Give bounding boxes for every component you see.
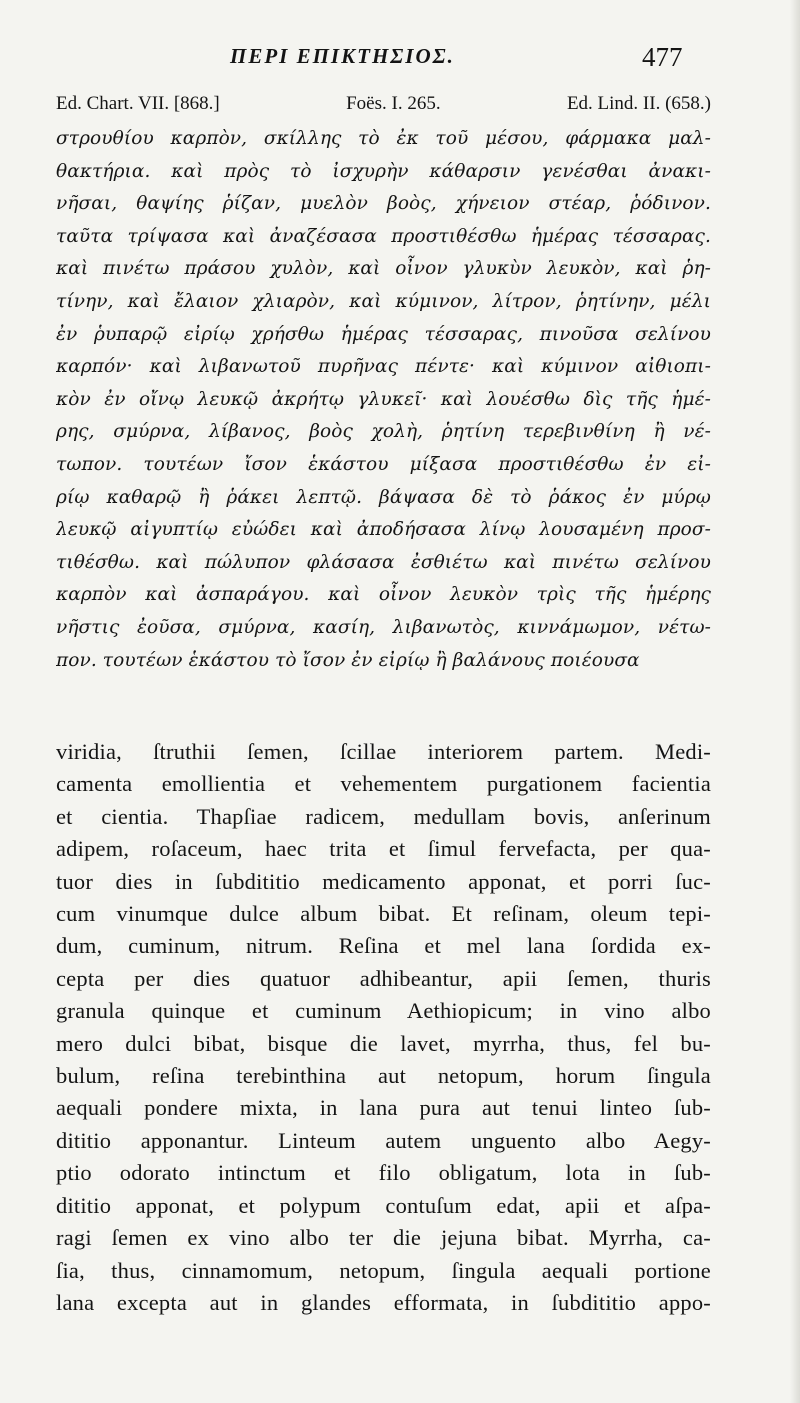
greek-line: λευκῷ αἰγυπτίῳ εὐώδει καὶ ἀποδήσασα λίνῳ λουσαμένη προσ- [56, 519, 711, 541]
latin-line: bulum, reſina terebinthina aut netopum, horum ſingula [56, 1063, 711, 1089]
greek-line: ἐν ῥυπαρῷ εἰρίῳ χρήσθω ἡμέρας τέσσαρας, πινοῦσα σελίνου [56, 323, 711, 345]
latin-line: ſia, thus, cinnamomum, netopum, ſingula aequali portione [56, 1257, 711, 1283]
greek-line: ρίῳ καθαρῷ ἢ ῥάκει λεπτῷ. βάψασα δὲ τὸ ῥάκος ἐν μύρῳ [56, 486, 711, 508]
latin-line: camenta emollientia et vehementem purgationem facientia [56, 771, 711, 797]
latin-line: dum, cuminum, nitrum. Reſina et mel lana ſordida ex- [56, 933, 711, 959]
latin-line: dititio apponantur. Linteum autem unguento albo Aegy- [56, 1127, 711, 1153]
greek-line: νῆστις ἐοῦσα, σμύρνα, κασίη, λιβανωτὸς, κιννάμωμον, νέτω- [56, 616, 711, 638]
greek-line: ρης, σμύρνα, λίβανος, βοὸς χολὴ, ῥητίνη τερεβινθίνη ἢ νέ- [56, 421, 711, 443]
greek-line: ταῦτα τρίψασα καὶ ἀναζέσασα προστιθέσθω ἡμέρας τέσσαρας. [56, 225, 711, 247]
latin-line: mero dulci bibat, bisque die lavet, myrrha, thus, fel bu- [56, 1030, 711, 1056]
greek-line: καρπόν· καὶ λιβανωτοῦ πυρῆνας πέντε· καὶ κύμινον αἰθιοπι- [56, 356, 711, 378]
greek-line: νῆσαι, θαψίης ῥίζαν, μυελὸν βοὸς, χήνειον στέαρ, ῥόδινον. [56, 193, 711, 215]
latin-line: aequali pondere mixta, in lana pura aut tenui linteo ſub- [56, 1095, 711, 1121]
latin-line: ragi ſemen ex vino albo ter die jejuna bibat. Myrrha, ca- [56, 1225, 711, 1251]
latin-line: et cientia. Thapſiae radicem, medullam bovis, anſerinum [56, 803, 711, 829]
latin-line: adipem, roſaceum, haec trita et ſimul fervefacta, per qua- [56, 836, 711, 862]
greek-line: καρπὸν καὶ ἀσπαράγου. καὶ οἶνον λευκὸν τρὶς τῆς ἡμέρης [56, 584, 711, 606]
latin-line: dititio apponat, et polypum contuſum edat, apii et aſpa- [56, 1192, 711, 1218]
latin-line: viridia, ſtruthii ſemen, ſcillae interiorem partem. Medi- [56, 739, 711, 764]
greek-line: θακτήρια. καὶ πρὸς τὸ ἰσχυρὴν κάθαρσιν γενέσθαι ἀνακι- [56, 160, 711, 182]
greek-line: τίνην, καὶ ἔλαιον χλιαρὸν, καὶ κύμινον, λίτρον, ῥητίνην, μέλι [56, 290, 711, 312]
greek-text-block [56, 123, 711, 677]
latin-text-block [56, 736, 711, 1319]
running-head: ΠΕΡΙ ΕΠΙΚΤΗΣΙΟΣ. [230, 44, 455, 68]
edition-references [56, 93, 711, 115]
greek-line: στρουθίου καρπὸν, σκίλλης τὸ ἐκ τοῦ μέσου, φάρμακα μαλ- [56, 128, 711, 149]
latin-line: tuor dies in ſubdititio medicamento apponat, et porri ſuc- [56, 868, 711, 894]
greek-line: πον. τουτέων ἑκάστου τὸ ἴσον ἐν εἰρίῳ ἢ βαλάνους ποιέουσα [56, 649, 640, 671]
greek-line: τωπον. τουτέων ἴσον ἑκάστου μίξασα προστιθέσθω ἐν εἰ- [56, 453, 711, 475]
latin-line: lana excepta aut in glandes efformata, in ſubdititio appo- [56, 1289, 711, 1315]
greek-line: κὸν ἐν οἴνῳ λευκῷ ἀκρήτῳ γλυκεῖ· καὶ λουέσθω δὶς τῆς ἡμέ- [56, 388, 711, 410]
latin-line: granula quinque et cuminum Aethiopicum; in vino albo [56, 998, 711, 1024]
latin-line: ptio odorato intinctum et filo obligatum, lota in ſub- [56, 1160, 711, 1186]
greek-line: καὶ πινέτω πράσου χυλὸν, καὶ οἶνον γλυκὺν λευκὸν, καὶ ῥη- [56, 258, 711, 280]
page-number: 477 [642, 42, 683, 72]
greek-line: τιθέσθω. καὶ πώλυπον φλάσασα ἐσθιέτω καὶ πινέτω σελίνου [56, 551, 711, 573]
page-edge-shadow [790, 0, 800, 1403]
edition-ref-chartier: Ed. Chart. VII. [868.] [56, 93, 220, 114]
edition-ref-foes: Foës. I. 265. [346, 93, 441, 114]
edition-ref-lind: Ed. Lind. II. (658.) [566, 93, 711, 114]
latin-line: cum vinumque dulce album bibat. Et reſinam, oleum tepi- [56, 901, 711, 927]
latin-line: cepta per dies quatuor adhibeantur, apii ſemen, thuris [56, 965, 711, 991]
